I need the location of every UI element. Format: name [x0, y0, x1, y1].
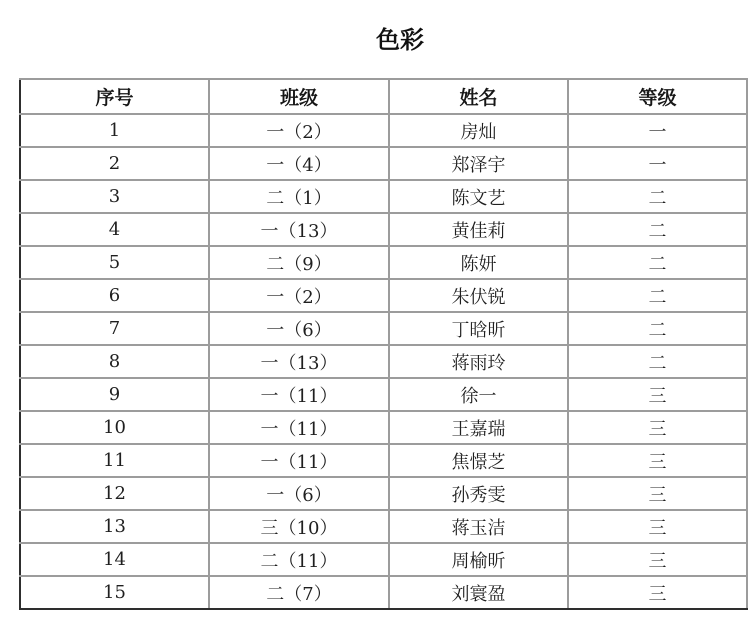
- table-row: [20, 147, 747, 180]
- name-cell: 蒋玉洁: [389, 510, 568, 543]
- column-header-serial: 序号: [20, 79, 209, 114]
- name-cell: 陈文艺: [389, 180, 568, 213]
- class-cell: 二（7）: [209, 576, 389, 609]
- class-cell: 一（4）: [209, 147, 389, 180]
- table-row: [20, 246, 747, 279]
- table-row: [20, 477, 747, 510]
- page-title: 色彩: [376, 26, 424, 54]
- serial-cell: 14: [20, 543, 209, 576]
- class-cell: 二（9）: [209, 246, 389, 279]
- name-cell: 郑泽宇: [389, 147, 568, 180]
- serial-cell: 11: [20, 444, 209, 477]
- class-cell: 一（6）: [209, 312, 389, 345]
- grade-cell: 二: [568, 213, 747, 246]
- serial-cell: 9: [20, 378, 209, 411]
- grade-cell: 二: [568, 279, 747, 312]
- name-cell: 徐一: [389, 378, 568, 411]
- class-cell: 一（11）: [209, 444, 389, 477]
- grade-cell: 二: [568, 180, 747, 213]
- grade-cell: 三: [568, 510, 747, 543]
- column-header-grade: 等级: [568, 79, 747, 114]
- table-row: [20, 114, 747, 147]
- class-cell: 一（2）: [209, 114, 389, 147]
- name-cell: 周榆昕: [389, 543, 568, 576]
- class-cell: 二（1）: [209, 180, 389, 213]
- table-row: [20, 576, 747, 609]
- table-row: [20, 510, 747, 543]
- table-row: [20, 543, 747, 576]
- serial-cell: 1: [20, 114, 209, 147]
- grade-cell: 一: [568, 147, 747, 180]
- name-cell: 焦憬芝: [389, 444, 568, 477]
- table-row: [20, 411, 747, 444]
- serial-cell: 10: [20, 411, 209, 444]
- grade-cell: 二: [568, 246, 747, 279]
- serial-cell: 5: [20, 246, 209, 279]
- name-cell: 房灿: [389, 114, 568, 147]
- grade-cell: 二: [568, 312, 747, 345]
- grade-cell: 二: [568, 345, 747, 378]
- name-cell: 王嘉瑞: [389, 411, 568, 444]
- class-cell: 一（13）: [209, 345, 389, 378]
- serial-cell: 6: [20, 279, 209, 312]
- table-row: [20, 180, 747, 213]
- serial-cell: 2: [20, 147, 209, 180]
- grade-cell: 三: [568, 411, 747, 444]
- name-cell: 陈妍: [389, 246, 568, 279]
- table-row: [20, 444, 747, 477]
- grade-cell: 三: [568, 378, 747, 411]
- column-header-name: 姓名: [389, 79, 568, 114]
- name-cell: 孙秀雯: [389, 477, 568, 510]
- serial-cell: 15: [20, 576, 209, 609]
- table-body: [20, 114, 747, 609]
- name-cell: 黄佳莉: [389, 213, 568, 246]
- table-row: [20, 378, 747, 411]
- serial-cell: 8: [20, 345, 209, 378]
- grade-cell: 三: [568, 444, 747, 477]
- class-cell: 二（11）: [209, 543, 389, 576]
- class-cell: 一（13）: [209, 213, 389, 246]
- serial-cell: 7: [20, 312, 209, 345]
- table-header-row: [20, 79, 747, 114]
- column-header-class: 班级: [209, 79, 389, 114]
- serial-cell: 12: [20, 477, 209, 510]
- name-cell: 丁晗昕: [389, 312, 568, 345]
- name-cell: 朱伏锐: [389, 279, 568, 312]
- grade-cell: 三: [568, 576, 747, 609]
- table-row: [20, 213, 747, 246]
- class-cell: 一（11）: [209, 378, 389, 411]
- serial-cell: 4: [20, 213, 209, 246]
- class-cell: 三（10）: [209, 510, 389, 543]
- name-cell: 蒋雨玲: [389, 345, 568, 378]
- table-row: [20, 312, 747, 345]
- grade-cell: 一: [568, 114, 747, 147]
- class-cell: 一（11）: [209, 411, 389, 444]
- table-row: [20, 279, 747, 312]
- class-cell: 一（2）: [209, 279, 389, 312]
- grade-cell: 三: [568, 543, 747, 576]
- serial-cell: 3: [20, 180, 209, 213]
- name-cell: 刘寰盈: [389, 576, 568, 609]
- grade-cell: 三: [568, 477, 747, 510]
- serial-cell: 13: [20, 510, 209, 543]
- table-row: [20, 345, 747, 378]
- grade-table: [19, 78, 748, 610]
- class-cell: 一（6）: [209, 477, 389, 510]
